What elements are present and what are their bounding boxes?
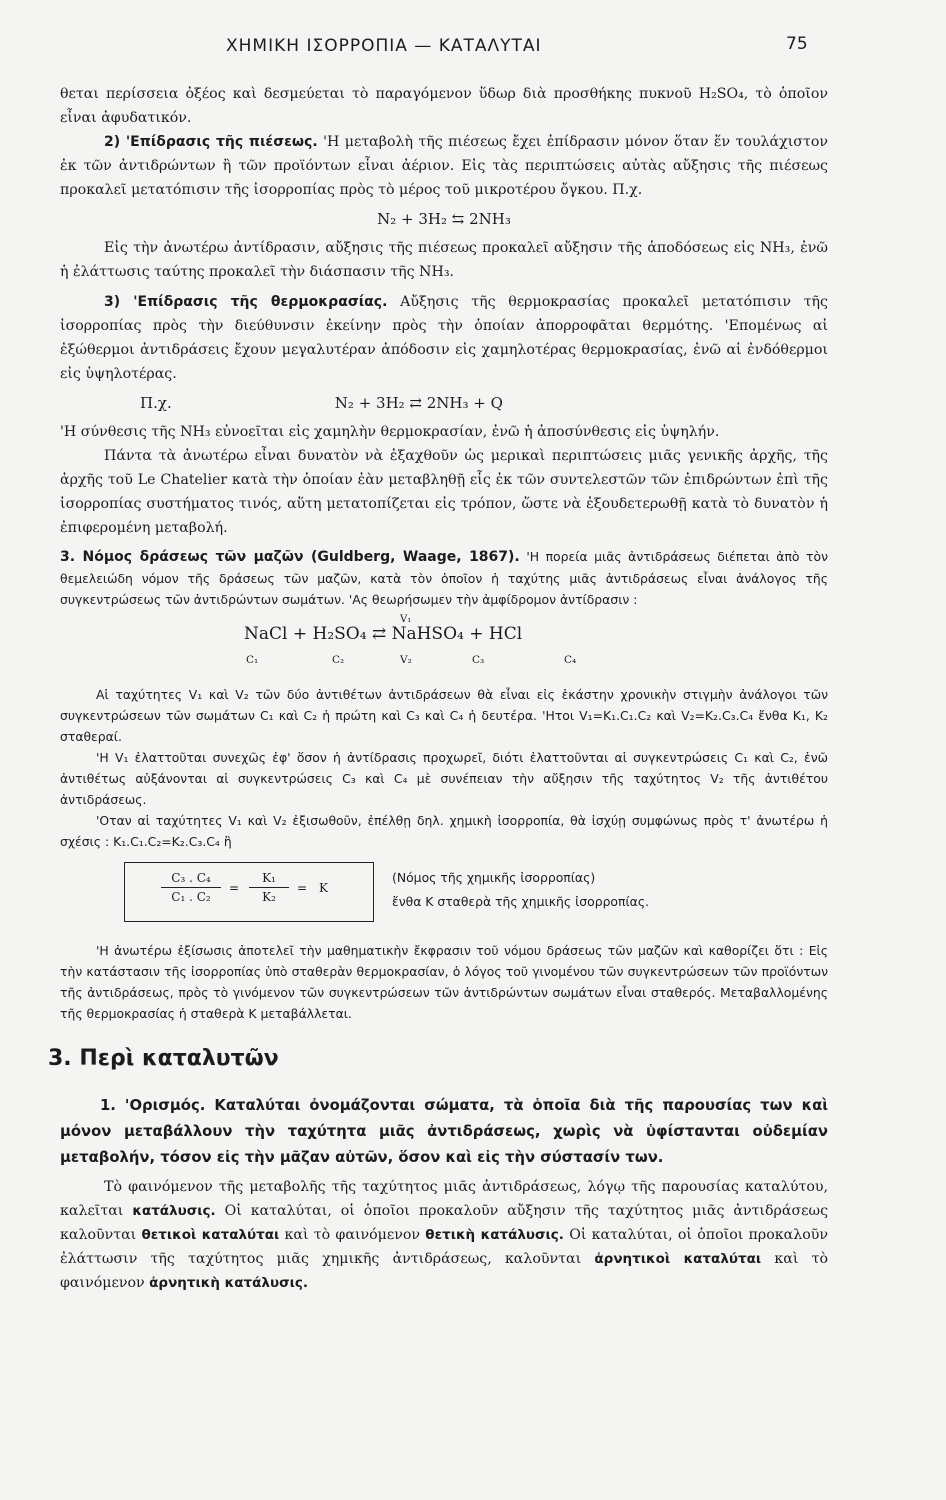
catalysis-paragraph xyxy=(60,1175,828,1295)
numerator-c3c4: C₃ . C₄ xyxy=(171,871,211,885)
nacl-equation: NaCl + H₂SO₄ ⇄ NaHSO₄ + HCl xyxy=(244,624,523,644)
pressure-equation: N₂ + 3H₂ ⇆ 2NH₃ xyxy=(377,210,511,228)
catalysis-text-d: Οἱ καταλύται, οἱ ὁποῖοι προκαλοῦν ἐλάττωσιν τῆς ταχύτητος μιᾶς χημικῆς ἀντιδράσεως, καλοῦνται xyxy=(60,1227,828,1267)
law-expression-paragraph: 'Η ἀνωτέρω ἐξίσωσις ἀποτελεῖ τὴν μαθηματικὴν ἔκφρασιν τοῦ νόμου δράσεως τῶν μαζῶν καὶ καθορίζει ὅτι : Εἰς τὴν κατάστασιν τῆς ἰσορροπίας ὑπὸ σταθερὰν θερμοκρασίαν, ὁ λόγος τοῦ γινομένου τῶν συγκεντρώσεων τῶν προϊόντων τῆς ἀντιδράσεως, πρὸς τὸ γινόμενον τῶν συγκεντρώσεων τῶν ἀντιδρώντων σωμάτων εἶναι σταθερός. Μεταβαλλομένης τῆς θερμοκρασίας ἡ σταθερὰ K μεταβάλλεται. xyxy=(60,943,828,1021)
definition-text: Καταλύται ὀνομάζονται σώματα, τὰ ὁποῖα διὰ τῆς παρουσίας των καὶ μόνον μεταβάλλουν τὴν ταχύτητα μιᾶς ἀντιδράσεως, χωρὶς νὰ ὑφίστανται οὐδεμίαν μεταβολήν, τόσον εἰς τὴν μᾶζαν αὐτῶν, ὅσον καὶ εἰς τὴν σύστασίν των. xyxy=(60,1097,829,1166)
temperature-heading: 3) 'Επίδρασις τῆς θερμοκρασίας. xyxy=(104,294,388,310)
definition-heading: 1. 'Ορισμός. xyxy=(100,1097,206,1114)
term-positive-catalysts: θετικοὶ καταλύται xyxy=(141,1227,280,1243)
catalysis-text-e: καὶ τὸ φαινόμενον xyxy=(60,1251,829,1291)
nacl-equation-block xyxy=(60,614,828,678)
v1-label: V₁ xyxy=(400,614,412,625)
temperature-equation: N₂ + 3H₂ ⇄ 2NH₃ + Q xyxy=(334,394,503,412)
definition-paragraph xyxy=(60,1093,828,1171)
numerator-k1: K₁ xyxy=(262,871,276,885)
fraction-concentrations xyxy=(161,871,221,904)
catalysis-text-c: καὶ τὸ φαινόμενον xyxy=(284,1227,421,1243)
intro-paragraph: θεται περίσσεια ὀξέος καὶ δεσμεύεται τὸ παραγόμενον ὕδωρ διὰ προσθήκης πυκνοῦ H₂SO₄, τὸ ὁποῖον εἶναι ἀφυδατικόν. xyxy=(60,86,828,126)
conc-label-c1: C₁ xyxy=(246,654,259,666)
catalysis-text-a: Τὸ φαινόμενον τῆς μεταβολῆς τῆς ταχύτητος μιᾶς ἀντιδράσεως, λόγῳ τῆς παρουσίας καταλύτου, καλεῖται xyxy=(60,1179,828,1219)
formula-equals-2: = xyxy=(297,881,308,895)
conc-label-c2: C₂ xyxy=(332,654,345,666)
catalysis-text-b: Οἱ καταλύται, οἱ ὁποῖοι προκαλοῦν αὔξησιν τῆς ταχύτητος μιᾶς ἀντιδράσεως καλοῦνται xyxy=(60,1203,829,1243)
term-negative-catalysts: ἀρνητικοὶ καταλύται xyxy=(594,1251,762,1267)
equilibrium-law-note: (Νόμος τῆς χημικῆς ἰσορροπίας) xyxy=(392,870,596,885)
temperature-equation-line xyxy=(60,388,828,418)
pressure-paragraph xyxy=(60,130,828,202)
constant-note: ἔνθα K σταθερὰ τῆς χημικῆς ἰσορροπίας. xyxy=(392,894,650,909)
term-katalysis: κατάλυσις. xyxy=(132,1203,216,1219)
conc-label-c4: C₄ xyxy=(564,654,577,666)
running-title: ΧΗΜΙΚΗ ΙΣΟΡΡΟΠΙΑ — ΚΑΤΑΛΥΤΑΙ xyxy=(226,36,542,56)
conc-label-v2: V₂ xyxy=(400,654,412,666)
temperature-paragraph xyxy=(60,290,828,386)
pressure-text: 'Η μεταβολὴ τῆς πιέσεως ἔχει ἐπίδρασιν μόνον ὅταν ἕν τουλάχιστον ἐκ τῶν ἀντιδρώντων ἢ τῶν προϊόντων εἶναι ἀέριον. Εἰς τὰς περιπτώσεις αὐτὰς αὔξησις τῆς πιέσεως προκαλεῖ μετατόπισιν τῆς ἰσορροπίας πρὸς τὸ μέρος τοῦ μικροτέρου ὄγκου. Π.χ. xyxy=(60,134,828,198)
equilibrium-formula xyxy=(124,862,374,922)
term-negative-catalysis: ἀρνητικὴ κατάλυσις. xyxy=(149,1275,308,1291)
formula-equals-1: = xyxy=(229,881,240,895)
formula-k: K xyxy=(319,881,328,895)
mass-action-text: 'Η πορεία μιᾶς ἀντιδράσεως διέπεται ἀπὸ τὸν θεμελειώδη νόμον τῆς δράσεως τῶν μαζῶν, κατὰ τὸν ὁποῖον ἡ ταχύτης μιᾶς ἀντιδράσεως εἶναι ἀνάλογος τῆς συγκεντρώσεως τῶν ἀντιδρώντων σωμάτων. 'Ας θεωρήσωμεν τὴν ἀμφίδρομον ἀντίδρασιν : xyxy=(60,549,828,607)
pressure-after: Εἰς τὴν ἀνωτέρω ἀντίδρασιν, αὔξησις τῆς πιέσεως προκαλεῖ αὔξησιν τῆς ἀποδόσεως εἰς NH₃, ἐνῶ ἡ ἐλάττωσις ταύτης προκαλεῖ τὴν διάσπασιν τῆς NH₃. xyxy=(60,240,828,280)
formula-notes xyxy=(392,866,822,914)
example-label: Π.χ. xyxy=(140,394,172,412)
mass-action-paragraph xyxy=(60,546,828,610)
term-positive-catalysis: θετικὴ κατάλυσις. xyxy=(425,1227,564,1243)
equilibrium-formula-block xyxy=(60,862,828,932)
chatelier-paragraph: Πάντα τὰ ἀνωτέρω εἶναι δυνατὸν νὰ ἐξαχθοῦν ὡς μερικαὶ περιπτώσεις μιᾶς γενικῆς ἀρχῆς, τῆς ἀρχῆς τοῦ Le Chatelier κατὰ τὴν ὁποίαν ἐὰν μεταβληθῇ εἷς ἐκ τῶν συντελεστῶν τῶν ἐπιδρώντων ἐπὶ τῆς ἰσορροπίας συστήματος τινός, αὕτη μετατοπίζεται εἰς τρόπον, ὥστε νὰ ἐξουδετερωθῇ κατὰ τὸ δυνατὸν ἡ ἐπιφερομένη μεταβολή. xyxy=(60,448,828,536)
temperature-after: 'Η σύνθεσις τῆς NH₃ εὐνοεῖται εἰς χαμηλὴν θερμοκρασίαν, ἐνῶ ἡ ἀποσύνθεσις εἰς ὑψηλήν. xyxy=(60,424,720,440)
page-content xyxy=(48,82,829,1295)
fraction-constants xyxy=(249,871,289,904)
page-header xyxy=(0,36,946,66)
v1-decrease-paragraph: 'Η V₁ ἐλαττοῦται συνεχῶς ἐφ' ὅσον ἡ ἀντίδρασις προχωρεῖ, διότι ἐλαττοῦνται αἱ συγκεντρώσεις C₁ καὶ C₂, ἐνῶ ἀντιθέτως αὐξάνονται αἱ συγκεντρώσεις C₃ καὶ C₄ μὲ συνέπειαν τὴν αὔξησιν τῆς ταχύτητος V₂ τῆς ἀντιθέτου ἀντιδράσεως. xyxy=(60,750,828,807)
equilibrium-paragraph: 'Οταν αἱ ταχύτητες V₁ καὶ V₂ ἐξισωθοῦν, ἐπέλθῃ δηλ. χημικὴ ἰσορροπία, θὰ ἰσχύῃ συμφώνως πρὸς τ' ἀνωτέρω ἡ σχέσις : K₁.C₁.C₂=K₂.C₃.C₄ ἢ xyxy=(60,813,828,849)
catalysts-chapter-title: 3. Περὶ καταλυτῶν xyxy=(48,1046,279,1071)
page-number: 75 xyxy=(786,34,808,54)
denominator-k2: K₂ xyxy=(262,890,276,904)
denominator-c1c2: C₁ . C₂ xyxy=(171,890,211,904)
pressure-heading: 2) 'Επίδρασις τῆς πιέσεως. xyxy=(104,134,318,150)
mass-action-heading: 3. Νόμος δράσεως τῶν μαζῶν (Guldberg, Waage, 1867). xyxy=(60,549,520,565)
rates-paragraph: Αἱ ταχύτητες V₁ καὶ V₂ τῶν δύο ἀντιθέτων ἀντιδράσεων θὰ εἶναι εἰς ἑκάστην χρονικὴν στιγμὴν ἀνάλογοι τῶν συγκεντρώσεων τῶν σωμάτων C₁ καὶ C₂ ἡ πρώτη καὶ C₃ καὶ C₄ ἡ δευτέρα. 'Ητοι V₁=K₁.C₁.C₂ καὶ V₂=K₂.C₃.C₄ ἔνθα K₁, K₂ σταθεραί. xyxy=(60,687,828,744)
conc-label-c3: C₃ xyxy=(472,654,485,666)
temperature-text: Αὔξησις τῆς θερμοκρασίας προκαλεῖ μετατόπισιν τῆς ἰσορροπίας πρὸς τὴν διεύθυνσιν ἐκείνην πρὸς τὴν ὁποίαν ἀπορροφᾶται θερμότης. 'Επομένως αἱ ἐξώθερμοι ἀντιδράσεις ἔχουν μεγαλυτέραν ἀπόδοσιν εἰς χαμηλοτέρας θερμοκρασίας, ἐνῶ αἱ ἐνδόθερμοι εἰς ὑψηλοτέρας. xyxy=(60,294,828,382)
